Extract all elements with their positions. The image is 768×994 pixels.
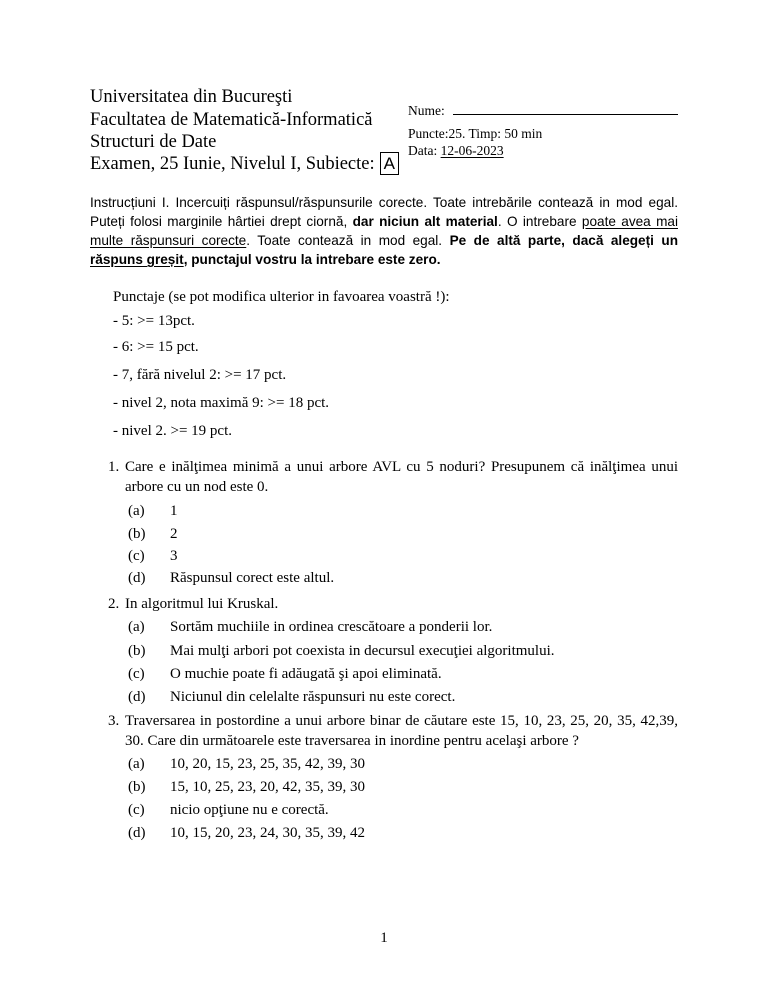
instructions-bold-text: , punctajul vostru la intrebare este zero. [183,252,441,267]
university-name: Universitatea din Bucureşti [90,87,293,107]
option-label: (d) [128,689,146,705]
instructions-text: . Toate contează in mod egal. [246,233,450,248]
instructions-line [90,212,678,231]
scoring-item: - 7, fără nivelul 2: >= 17 pct. [113,367,287,383]
question-2-option-d [128,687,455,707]
instructions-text: Puteți folosi marginile hârtiei drept ciornă, [90,214,353,229]
faculty-name: Facultatea de Matematică-Informatică [90,110,373,130]
exam-title-line [90,152,399,175]
instructions-bold-text: dar niciun alt material [352,214,498,229]
scoring-item: - 5: >= 13pct. [113,313,195,329]
option-label: (b) [128,643,146,659]
option-label: (a) [128,619,145,635]
question-1-number: 1. [108,459,120,475]
question-1-option-a [128,501,178,521]
question-2-option-b [128,641,555,661]
option-text: 2 [170,526,178,542]
option-label: (c) [128,666,145,682]
option-text: 1 [170,503,178,519]
question-3-option-c [128,800,329,820]
question-3-number: 3. [108,713,120,729]
question-1-text: arbore cu un nod este 0. [125,479,269,495]
option-label: (b) [128,526,146,542]
instructions-bold-underlined-text: răspuns greșit [90,252,184,267]
instructions-text: Instrucțiuni I. Incercuiți răspunsul/răspunsurile corecte. Toate intrebările contează in mod egal. [90,195,678,210]
option-text: 10, 20, 15, 23, 25, 35, 42, 39, 30 [170,756,365,772]
instructions-underlined-text: multe răspunsuri corecte [90,233,247,248]
name-field [408,102,678,119]
name-blank-line [453,113,678,115]
instructions-line [90,193,678,212]
instructions-text: . O intrebare [497,214,582,229]
date-label: Data: [408,143,438,158]
date-value: 12-06-2023 [440,143,504,158]
question-1-option-b [128,524,178,544]
page-number: 1 [380,930,388,946]
option-label: (c) [128,802,145,818]
scoring-item: - nivel 2, nota maximă 9: >= 18 pct. [113,395,330,411]
question-2-number: 2. [108,596,120,612]
option-label: (a) [128,756,145,772]
exam-title: Examen, 25 Iunie, Nivelul I, Subiecte: [90,154,375,174]
instructions-underlined-text: poate avea mai [581,214,678,229]
option-text: nicio opţiune nu e corectă. [170,802,329,818]
option-text: Răspunsul corect este altul. [170,570,335,586]
instructions-bold-text: Pe de altă parte, dacă alegeți un [449,233,679,248]
question-3-text: 30. Care din următoarele este traversarea in inordine pentru acelaşi arbore ? [125,733,579,749]
question-1-text: Care e inălţimea minimă a unui arbore AVL cu 5 noduri? Presupunem că inălţimea unui [125,459,678,475]
option-label: (c) [128,548,145,564]
option-text: 3 [170,548,178,564]
option-text: O muchie poate fi adăugată şi apoi eliminată. [170,666,442,682]
name-label: Nume: [408,103,445,118]
option-label: (d) [128,825,146,841]
instructions-line [90,231,678,250]
option-text: Mai mulţi arbori pot coexista in decursul execuţiei algoritmului. [170,643,555,659]
question-3-option-b [128,777,365,797]
instructions [90,193,678,269]
subject-variant-box: A [380,152,399,175]
option-text: Sortăm muchiile in ordinea crescătoare a ponderii lor. [170,619,493,635]
question-2-option-a [128,617,492,637]
date-field [408,142,504,159]
option-label: (a) [128,503,145,519]
points-time: Puncte:25. Timp: 50 min [408,126,543,141]
question-2-text: In algoritmul lui Kruskal. [125,596,279,612]
option-text: 15, 10, 25, 23, 20, 42, 35, 39, 30 [170,779,365,795]
option-label: (d) [128,570,146,586]
question-1-option-c [128,546,178,566]
scoring-item: - 6: >= 15 pct. [113,339,199,355]
option-label: (b) [128,779,146,795]
question-2-option-c [128,664,442,684]
scoring-intro: Punctaje (se pot modifica ulterior in favoarea voastră !): [113,289,450,305]
option-text: 10, 15, 20, 23, 24, 30, 35, 39, 42 [170,825,365,841]
question-3-option-d [128,823,365,843]
option-text: Niciunul din celelalte răspunsuri nu este corect. [170,689,456,705]
instructions-line [90,250,678,269]
question-1-option-d [128,568,334,588]
course-name: Structuri de Date [90,132,217,152]
question-3-option-a [128,754,365,774]
question-3-text: Traversarea in postordine a unui arbore binar de căutare este 15, 10, 23, 25, 20, 35, 42,39, [125,713,678,729]
scoring-item: - nivel 2. >= 19 pct. [113,423,232,439]
